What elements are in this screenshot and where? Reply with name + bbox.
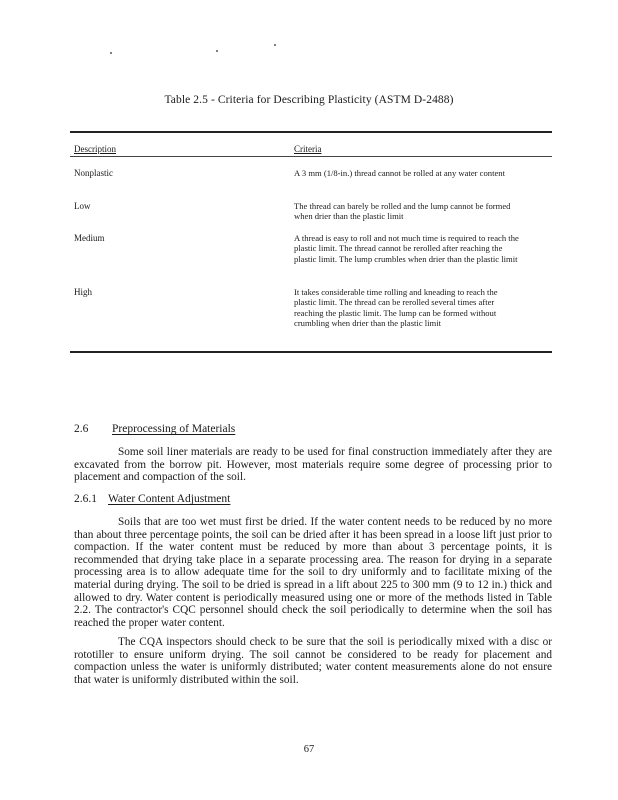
section-title: Preprocessing of Materials	[112, 423, 236, 435]
table-top-rule	[70, 131, 552, 133]
section-heading	[74, 423, 235, 435]
subsection-heading	[74, 493, 230, 505]
scan-speck	[216, 50, 218, 52]
page-number: 67	[303, 744, 315, 755]
table-bottom-rule	[70, 351, 552, 353]
subsection-paragraph: The CQA inspectors should check to be sure that the soil is periodically mixed with a disc or rototiller to ensure uniform drying. The soil cannot be considered to be ready for placement and compaction unless the water is uniformly distributed; water content measurements alone do not ensure that water is uniformly distributed within the soil.	[74, 636, 552, 686]
subsection-paragraph: Soils that are too wet must first be dried. If the water content needs to be reduced by no more than about three percentage points, the soil can be dried after it has been spread in a loose lift just prior to compaction. If the water content must be reduced by more than about 3 percentage points, it is recommended that drying take place in a separate processing area. The reason for drying in a separate processing area is to allow adequate time for the soil to dry uniformly and to facilitate mixing of the material during drying. The soil to be dried is spread in a lift about 225 to 300 mm (9 to 12 in.) thick and allowed to dry. Water content is periodically measured using one or more of the methods listed in Table 2.2. The contractor's CQC personnel should check the soil periodically to determine when the soil has reached the proper water content.	[74, 516, 552, 629]
table-row-criteria: The thread can barely be rolled and the lump cannot be formed when drier than the plastic limit	[294, 201, 511, 222]
table-header-description: Description	[74, 144, 116, 154]
table-title: Table 2.5 - Criteria for Describing Plasticity (ASTM D-2488)	[164, 94, 454, 106]
table-row-description: Medium	[74, 233, 105, 243]
table-row-criteria: A thread is easy to roll and not much time is required to reach the plastic limit. The thread cannot be rerolled after reaching the plastic limit. The lump crumbles when drier than the plastic limit	[294, 233, 519, 264]
table-row-criteria: A 3 mm (1/8-in.) thread cannot be rolled at any water content	[294, 168, 505, 178]
table-row-description: High	[74, 287, 92, 297]
subsection-number: 2.6.1	[74, 493, 97, 505]
section-paragraph: Some soil liner materials are ready to be used for final construction immediately after they are excavated from the borrow pit. However, most materials require some degree of processing prior to placement and compaction of the soil.	[74, 446, 552, 484]
scan-speck	[110, 52, 112, 54]
table-row-description: Nonplastic	[74, 168, 113, 178]
table-header-criteria: Criteria	[294, 144, 322, 154]
table-header-rule	[70, 156, 552, 157]
scan-speck	[274, 44, 276, 46]
table-row-criteria: It takes considerable time rolling and kneading to reach the plastic limit. The thread can be rerolled several times after reaching the plastic limit. The lump can be formed without crumbling when drier than the plastic limit	[294, 287, 498, 328]
table-row-description: Low	[74, 201, 91, 211]
section-number: 2.6	[74, 423, 89, 435]
subsection-title: Water Content Adjustment	[108, 493, 231, 505]
